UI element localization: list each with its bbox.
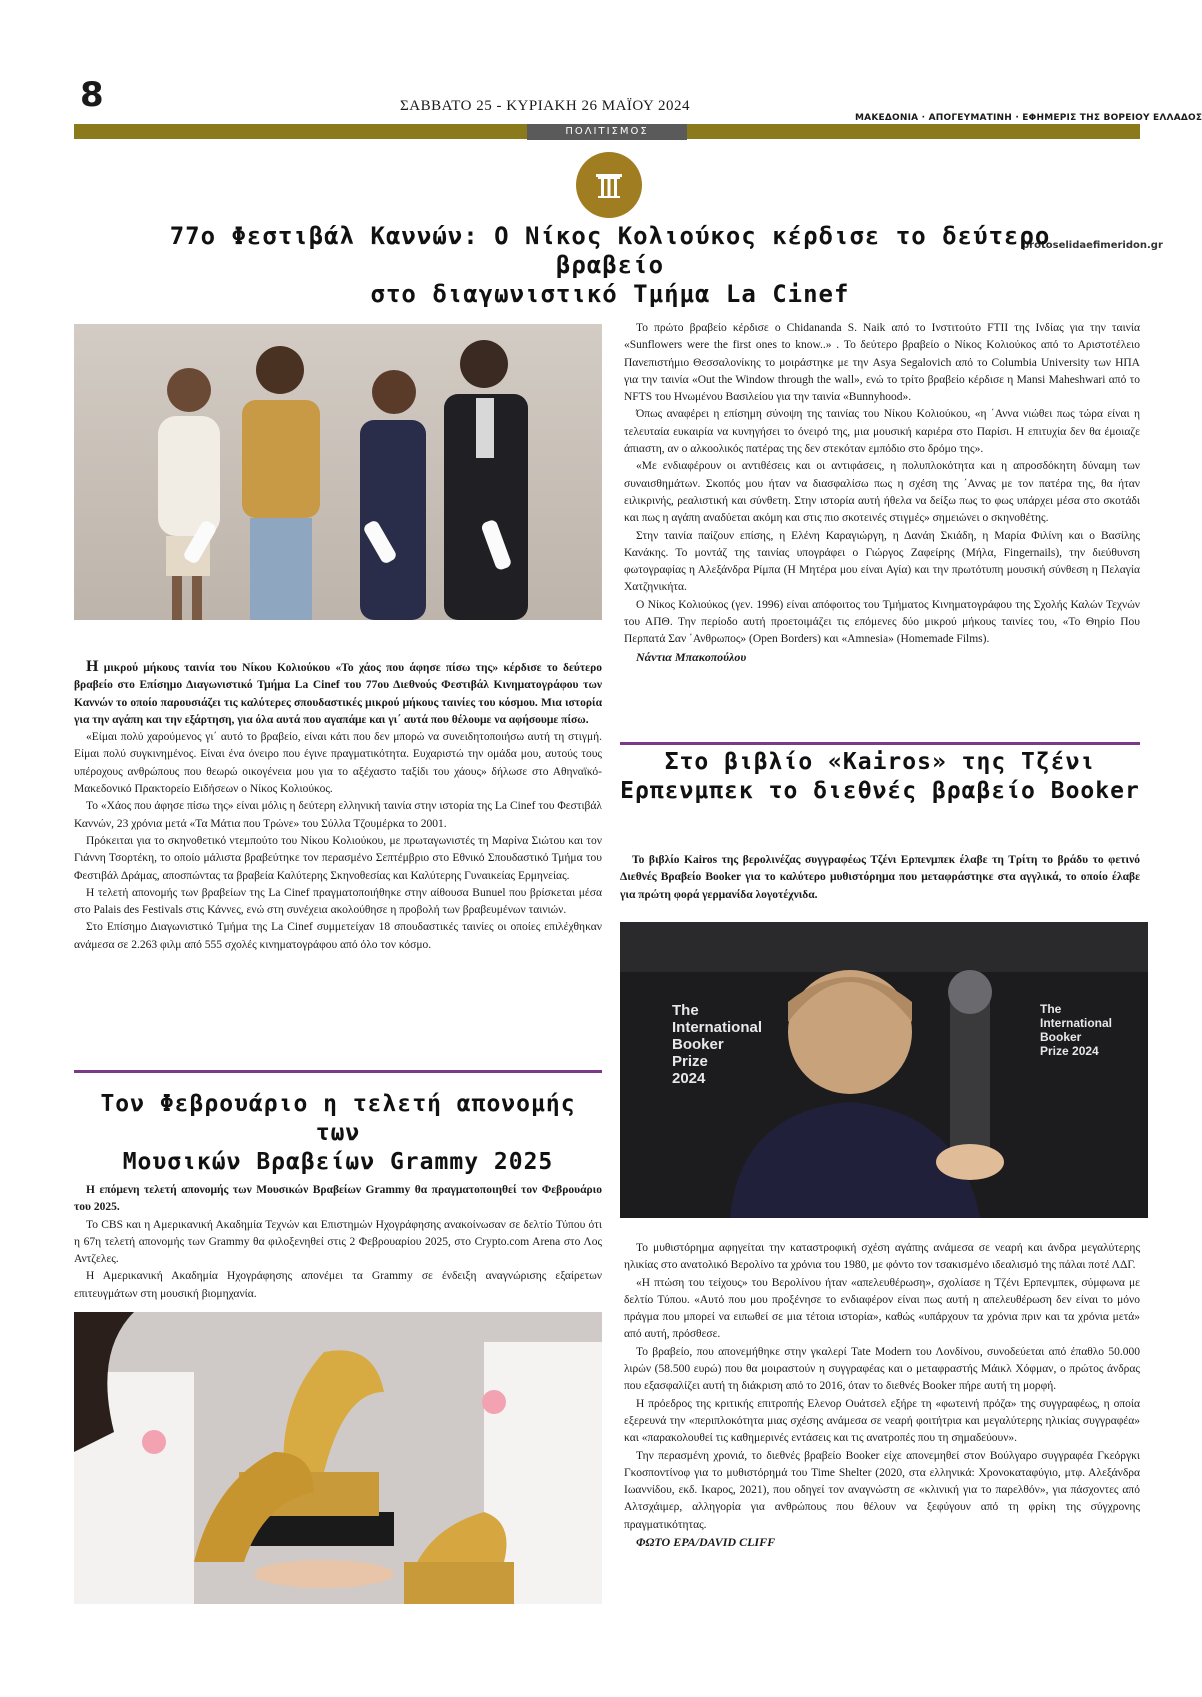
article1-headline-line1: 77ο Φεστιβάλ Καννών: Ο Νίκος Κολιούκος κέρδισε το δεύτερο βραβείο xyxy=(169,222,1051,279)
article1-paragraph: Η τελετή απονομής των βραβείων της La Cinef πραγματοποιήθηκε στην αίθουσα Bunuel που βρίσκεται μέσα στο Palais des Festivals στις Κάννες, ενώ στη συνέχεια ακολούθησε η προβολή των βραβευμένων ταινιών. xyxy=(74,886,602,917)
article1-left-column xyxy=(74,658,602,954)
article3-lead: Η επόμενη τελετή απονομής των Μουσικών Βραβείων Grammy θα πραγματοποιηθεί τον Φεβρουάριο του 2025. xyxy=(74,1184,602,1214)
article1-paragraph: «Με ενδιαφέρουν οι αντιθέσεις και οι αντιφάσεις, η πολυπλοκότητα και η απροσδόκητη δύναμη των συναισθημάτων. Σκοπός μου ήταν να διασφαλίσω πως η σχέση της ΄Αννας με τον πατέρα της, θα ήταν ειλικρινής, ρεαλιστική και σύνθετη. Στην ιστορία αυτή ήθελα να δείξω πως το φως υπάρχει μέσα στο σκοτάδι και πως η αγάπη αναδύεται ακόμη και στις πιο σκοτεινές στιγμές» σημειώνει ο σκηνοθέτης. xyxy=(624,460,1140,525)
grammy-photo xyxy=(74,1312,602,1604)
article2-headline-line1: Στο βιβλίο «Kairos» της Τζένι xyxy=(664,749,1096,775)
article1-paragraph: «Είμαι πολύ χαρούμενος γι΄ αυτό το βραβείο, είναι κάτι που δεν μπορώ να συνειδητοποιήσω αυτή τη στιγμή. Είμαι πολύ συγκινημένος. Είναι ένα όνειρο που έγινε πραγματικότητα. Ευχαριστώ την ομάδα μου, αυτούς τους υπέροχους ανθρώπους που θεωρώ οικογένεια μου για το αξέχαστο ταξίδι του χάους» δήλωσε στο Αθηναϊκό- Μακεδονικό Πρακτορείο Ειδήσεων ο Νίκος Κολιούκος. xyxy=(74,731,602,796)
booker-backdrop-text: The International Booker Prize 2024 xyxy=(672,1002,763,1087)
article2-paragraph: Την περασμένη χρονιά, το διεθνές βραβείο Booker είχε απονεμηθεί στον Βούλγαρο συγγραφέα Γκεόργκι Γκοσποντίνοφ για το μυθιστόρημά του Time Shelter (2020, στα ελληνικά: Χρονοκαταφύγιο, μτφ. Αλεξάνδρα Ιωαννίδου, εκδ. Ικαρος, 2021), που οδηγεί τον αναγνώστη σε «κλινική για το παρελθόν», για πάσχοντες από Αλτσχάιμερ, αλληγορία για ανθρώπους που θέλουν να ξεφύγουν από τη φρίκη της σύγχρονης πραγματικότητας. xyxy=(624,1449,1140,1531)
article1-lead-initial: Η xyxy=(86,658,99,675)
article2-lead-block xyxy=(620,852,1140,904)
article2-lead: Το βιβλίο Kairos της βερολινέζας συγγραφέως Τζένι Ερπενμπεκ έλαβε τη Τρίτη το βράδυ το φετινό Διεθνές Βραβείο Booker για το καλύτερο μυθιστόρημα που μεταφράστηκε στα αγγλικά, το οποίο έλαβε για πρώτη φορά γερμανίδα λογοτέχνιδα. xyxy=(620,854,1140,901)
article2-body xyxy=(624,1240,1140,1551)
article1-lead xyxy=(74,658,602,729)
column-icon xyxy=(576,152,642,218)
article1-paragraph: Όπως αναφέρει η επίσημη σύνοψη της ταινίας του Νίκου Κολιούκου, «η ΄Αννα νιώθει πως τώρα είναι η τελευταία ευκαιρία να κυνηγήσει το όνειρό της, μια μουσική καριέρα στο Παρίσι. Η επιτυχία δεν θα έμοιαζε άπιαστη, αν ο αλκοολικός πατέρας της δεν στεκόταν εμπόδιο στο δρόμο της». xyxy=(624,408,1140,456)
article2-paragraph: «Η πτώση του τείχους» του Βερολίνου ήταν «απελευθέρωση», σχολίασε η Τζένι Ερπενμπεκ, σύμφωνα με δελτίο Τύπου. «Αυτό που μου προξένησε το ενδιαφέρον είναι πως αυτή η απελευθέρωση δεν είναι το μόνο πράγμα που μπορεί να ειπωθεί σε μια τέτοια ιστορία», καθώς «υπάρχουν τα χρόνια πριν και τα χρόνια μετά» από αυτή, πρόσθεσε. xyxy=(624,1276,1140,1341)
article1-headline xyxy=(120,222,1100,309)
article3-paragraph: Το CBS και η Αμερικανική Ακαδημία Τεχνών και Επιστημών Ηχογράφησης ανακοίνωσαν σε δελτίο Τύπου ότι η 67η τελετή απονομής των Grammy θα φιλοξενηθεί στις 2 Φεβρουαρίου 2025, στο Crypto.com Arena στο Λος Αντζελες. xyxy=(74,1218,602,1266)
article3-headline-line1: Τον Φεβρουάριο η τελετή απονομής των xyxy=(100,1091,576,1146)
article1-lead-text: μικρού μήκους ταινία του Νίκου Κολιούκου «Το χάος που άφησε πίσω της» κέρδισε το δεύτερο βραβείο στο Επίσημο Διαγωνιστικό Τμήμα La Cinef του 77ου Διεθνούς Φεστιβάλ Κινηματογράφου των Καννών το οποίο παρουσιάζει τις καλύτερες σπουδαστικές μικρού μήκους ταινίες του κόσμου. Μια ιστορία για την αγάπη και την εξάρτηση, για όλα αυτά που αγαπάμε και γι΄ αυτά που θέλουμε να αφήσουμε πίσω. xyxy=(74,662,603,726)
article1-paragraph: Το πρώτο βραβείο κέρδισε ο Chidananda S. Naik από το Ινστιτούτο FTII της Ινδίας για την ταινία «Sunflowers were the first ones to know..» . Το δεύτερο βραβείο ο Νίκος Κολιούκος από το Αριστοτέλειο Πανεπιστήμιο Θεσσαλονίκης το μοιράστηκε με την Asya Segalovich από το Columbia University των ΗΠΑ για την ταινία «Out the Window through the wall», ενώ το τρίτο βραβείο κέρδισε η Mansi Maheshwari από το NFTS του Ηνωμένου Βασιλείου για την ταινία «Bunnyhood». xyxy=(624,322,1140,404)
cannes-photo xyxy=(74,324,602,620)
booker-backdrop-text: The International Booker Prize 2024 xyxy=(1040,1002,1113,1058)
article1-headline-line2: στο διαγωνιστικό Τμήμα La Cinef xyxy=(370,280,850,308)
dateline: ΣΑΒΒΑΤΟ 25 - ΚΥΡΙΑΚΗ 26 ΜΑΪΟΥ 2024 xyxy=(400,98,691,114)
article1-paragraph: Στο Επίσημο Διαγωνιστικό Τμήμα της La Cinef συμμετείχαν 18 σπουδαστικές ταινίες οι οποίες επιλέχθηκαν ανάμεσα σε 2.263 φιλμ από 555 σχολές κινηματογράφου από όλο τον κόσμο. xyxy=(74,921,602,951)
divider-left xyxy=(74,1070,602,1073)
article3-body xyxy=(74,1182,602,1303)
article1-byline: Νάντια Μπακοπούλου xyxy=(636,649,747,664)
article3-headline xyxy=(74,1090,602,1177)
article3-paragraph: Η Αμερικανική Ακαδημία Ηχογράφησης απονέμει τα Grammy σε ένδειξη αναγνώρισης εξαίρετων επιτευγμάτων στη μουσική βιομηχανία. xyxy=(74,1270,602,1300)
article1-paragraph: Στην ταινία παίζουν επίσης, η Ελένη Καραγιώργη, η Δανάη Σκιάδη, η Μαρία Φιλίνη και ο Βασίλης Κανάκης. Το μοντάζ της ταινίας υπογράφει ο Γιώργος Ζαφείρης (Μήλα, Fingernails), την διεύθυνση φωτογραφίας η Αλεξάνδρα Ρίμπα (Η Μητέρα μου είναι Αγία) και την πρωτότυπη μουσική σύνθεση η Πελαγία Χατζηνικήτα. xyxy=(624,529,1140,594)
page-number: 8 xyxy=(80,75,104,115)
article2-paragraph: Το μυθιστόρημα αφηγείται την καταστροφική σχέση αγάπης ανάμεσα σε νεαρή και άνδρα μεγαλύτερης ηλικίας στο ανατολικό Βερολίνο τα χρόνια του 1980, με φόντο τον τσακισμένο ιδεαλισμό της πάλαι ποτέ ΛΔΓ. xyxy=(624,1242,1140,1272)
section-tag: ΠΟΛΙΤΙΣΜΟΣ xyxy=(527,124,687,140)
article2-headline xyxy=(620,748,1140,806)
article1-paragraph: Το «Χάος που άφησε πίσω της» είναι μόλις η δεύτερη ελληνική ταινία στην ιστορία της La Cinef του Φεστιβάλ Καννών, 23 χρόνια μετά «Τα Μάτια που Τρώνε» του Σύλλα Τζουμέρκα το 2001. xyxy=(74,800,602,830)
article1-paragraph: Πρόκειται για το σκηνοθετικό ντεμπούτο του Νίκου Κολιούκου, με πρωταγωνιστές τη Μαρίνα Σιώτου και τον Γιάννη Τσορτέκη, το οποίο μάλιστα βραβεύτηκε τον περασμένο Σεπτέμβριο στο Εθνικό Σπουδαστικό Τμήμα του Φεστιβάλ Δράμας, αποσπώντας τα βραβεία Καλύτερης Σκηνοθεσίας και Καλύτερης Γυναικείας Ερμηνείας. xyxy=(74,834,602,882)
article1-right-column xyxy=(624,320,1140,666)
booker-photo xyxy=(620,922,1148,1218)
article2-paragraph: Το βραβείο, που απονεμήθηκε στην γκαλερί Tate Modern του Λονδίνου, συνοδεύεται από έπαθλο 50.000 λιρών (58.500 ευρώ) που θα μοιραστούν η συγγραφέας και ο μεταφραστής Μάικλ Χόφμαν, ο πρώτος άνδρας που εξασφαλίζει αυτή τη διάκριση από το 2016, όταν το διεθνές Booker πήρε αυτή τη μορφή. xyxy=(624,1345,1140,1393)
article2-headline-line2: Ερπενμπεκ το διεθνές βραβείο Booker xyxy=(620,778,1140,804)
masthead: ΜΑΚΕΔΟΝΙΑ · ΑΠΟΓΕΥΜΑΤΙΝΗ · ΕΦΗΜΕΡΙΣ ΤΗΣ ΒΟΡΕΙΟΥ ΕΛΛΑΔΟΣ xyxy=(855,113,1202,123)
watermark: protoselidaefimeridon.gr xyxy=(1022,240,1163,251)
divider-right xyxy=(620,742,1140,745)
article3-headline-line2: Μουσικών Βραβείων Grammy 2025 xyxy=(122,1149,554,1175)
article2-paragraph: Η πρόεδρος της κριτικής επιτροπής Ελενορ Ουάτσελ εξήρε τη «φωτεινή πρόζα» της συγγραφέως, η οποία εξερευνά την «περιπλοκότητα μιας σχέσης ανάμεσα σε νεαρή φοιτήτρια και μεγαλύτερης ηλικίας συγγραφέα» και «παρακολουθεί τις καθημερινές εντάσεις και τις ανατροπές που τη σημαδεύουν». xyxy=(624,1397,1140,1445)
article2-credit: ΦΩΤΟ EPA/DAVID CLIFF xyxy=(636,1535,776,1550)
article1-paragraph: Ο Νίκος Κολιούκος (γεν. 1996) είναι απόφοιτος του Τμήματος Κινηματογράφου της Σχολής Καλών Τεχνών του ΑΠΘ. Την περίοδο αυτή προετοιμάζει τις επόμενες δύο μικρού μήκους ταινίες του, «Το Θηρίο Που Περπατά Σαν ΄Ανθρωπος» (Open Borders) και «Amnesia» (Homemade Films). xyxy=(624,598,1140,646)
